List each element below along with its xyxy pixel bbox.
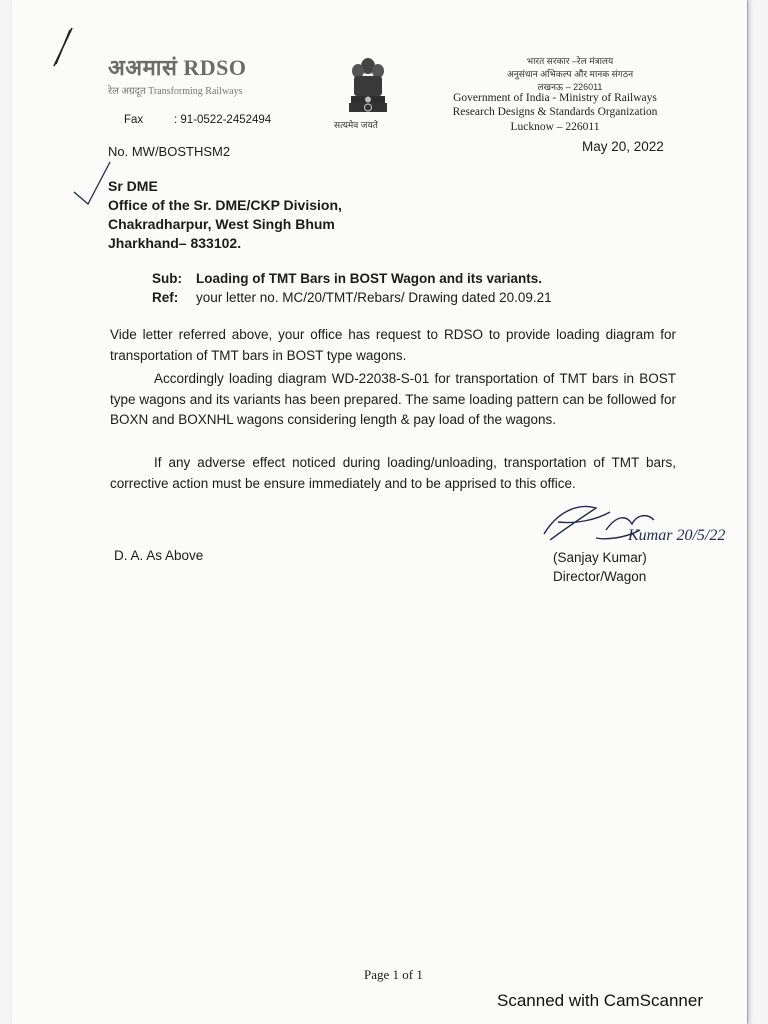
document-sheet xyxy=(12,0,747,1024)
signer-block xyxy=(553,548,647,586)
logo-main-text: अअमासं RDSO xyxy=(108,55,247,80)
body-paragraph-1 xyxy=(110,325,676,366)
paragraph-text: Accordingly loading diagram WD-22038-S-01 for transportation of TMT bars in BOST type wagons and its variants has been prepared. The same loading pattern can be followed for BOXN and BOXNHL wagons considering length & pay load of the wagons. xyxy=(110,371,676,427)
hindi-line-1: भारत सरकार –रेल मंत्रालय xyxy=(526,56,614,66)
signature-date-scribble: Kumar 20/5/22 xyxy=(628,527,726,544)
org-line-3: Lucknow – 226011 xyxy=(510,121,600,133)
hindi-line-3: लखनऊ – 226011 xyxy=(537,82,603,92)
subject-label: Sub: xyxy=(152,271,182,286)
subject-text: Loading of TMT Bars in BOST Wagon and its variants. xyxy=(196,271,543,286)
hindi-line-2: अनुसंधान अभिकल्प और मानक संगठन xyxy=(506,69,634,79)
org-line-2: Research Designs & Standards Organization xyxy=(452,106,658,118)
pen-stroke-mark xyxy=(46,26,76,70)
letter-reference-number: No. MW/BOSTHSM2 xyxy=(108,144,231,159)
body-paragraph-2 xyxy=(110,369,676,431)
ashoka-lion-emblem-icon xyxy=(342,54,394,120)
fax-label: Fax xyxy=(124,114,144,126)
paragraph-text: If any adverse effect noticed during loading/unloading, transportation of TMT bars, corrective action must be ensure immediately and to be apprised to this office. xyxy=(110,455,676,491)
org-line-1: Government of India - Ministry of Railways xyxy=(453,92,657,104)
signer-name: (Sanjay Kumar) xyxy=(553,550,647,565)
emblem-motto: सत्यमेव जयते xyxy=(334,120,378,130)
logo-subtitle: रेल अग्रदूत Transforming Railways xyxy=(108,86,243,97)
handwritten-signature xyxy=(536,494,726,556)
fax-number: : 91-0522-2452494 xyxy=(174,114,272,126)
body-paragraph-3 xyxy=(110,453,676,494)
enclosure-note: D. A. As Above xyxy=(114,548,204,563)
handwritten-checkmark-icon xyxy=(62,160,112,206)
recipient-line-4: Jharkhand– 833102. xyxy=(108,235,242,251)
page-number: Page 1 of 1 xyxy=(364,967,423,982)
recipient-line-2: Office of the Sr. DME/CKP Division, xyxy=(108,197,342,213)
scanner-watermark: Scanned with CamScanner xyxy=(497,991,704,1010)
recipient-line-3: Chakradharpur, West Singh Bhum xyxy=(108,216,335,232)
letter-date: May 20, 2022 xyxy=(582,139,664,154)
signer-title: Director/Wagon xyxy=(553,569,647,584)
paragraph-text: Vide letter referred above, your office has request to RDSO to provide loading diagram for transportation of TMT bars in BOST type wagons. xyxy=(110,327,676,363)
reference-text: your letter no. MC/20/TMT/Rebars/ Drawing dated 20.09.21 xyxy=(196,290,552,305)
reference-label: Ref: xyxy=(152,290,179,305)
rdso-logo xyxy=(108,52,276,96)
recipient-line-1: Sr DME xyxy=(108,178,158,194)
